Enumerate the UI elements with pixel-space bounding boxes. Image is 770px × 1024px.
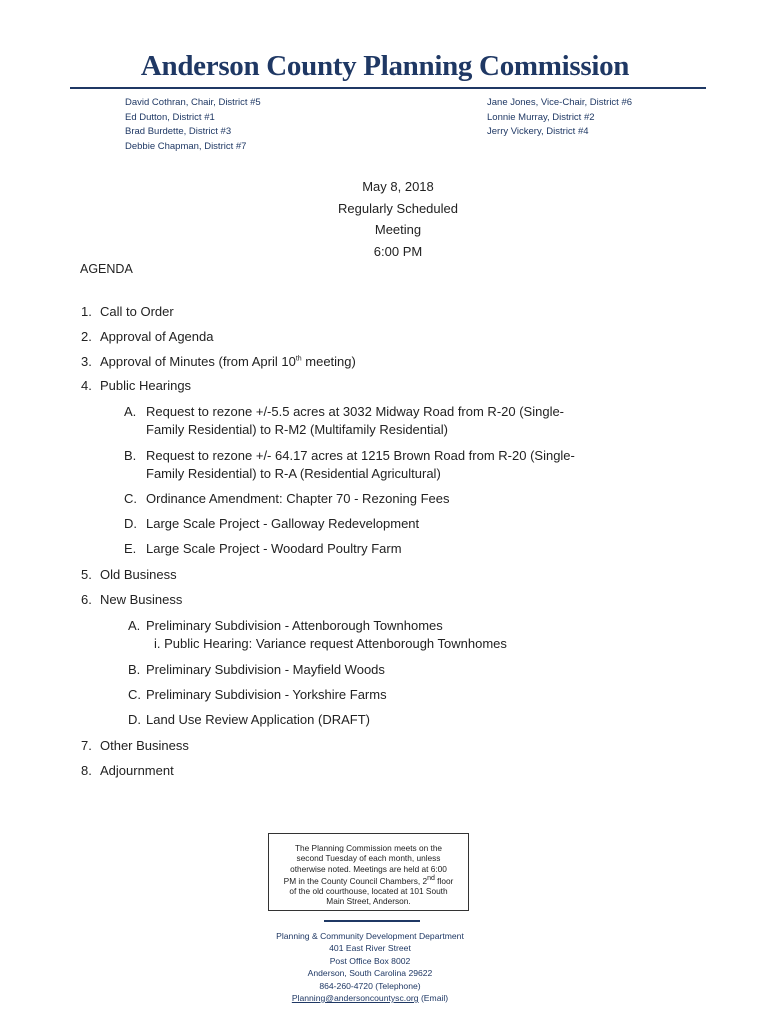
agenda-item-number: 7. [81,738,92,753]
minutes-text-end: meeting) [301,354,356,369]
phone-number: 864-260-4720 (Telephone) [319,980,421,991]
agenda-item-number: 5. [81,567,92,582]
agenda-item-number: 2. [81,329,92,344]
agenda-item-text [100,354,356,369]
minutes-text: Approval of Minutes (from April 10 [100,354,296,369]
ordinal-suffix: nd [427,874,435,882]
notice-line: second Tuesday of each month, unless [296,853,441,864]
sub-item-letter: C. [128,687,141,702]
email-label: (Email) [418,993,449,1004]
meeting-info [0,176,770,262]
sub-item-letter: B. [124,448,137,463]
page-title: Anderson County Planning Commission [140,50,630,82]
meeting-date: May 8, 2018 [362,179,434,194]
agenda-item-number: 4. [81,378,92,393]
sub-item-text: Preliminary Subdivision - Attenborough Townhomes [146,618,443,633]
notice-line: of the old courthouse, located at 101 South [289,885,448,896]
po-box: Post Office Box 8002 [329,955,411,966]
member-name: Lonnie Murray, District #2 [487,111,595,123]
members-right-list [487,96,632,140]
sub-item-letter: C. [124,491,137,506]
sub-item-text: Request to rezone +/- 64.17 acres at 1215 Brown Road from R-20 (Single- [146,448,575,463]
meeting-type-continued: Meeting [374,222,422,237]
department-name: Planning & Community Development Department [276,931,464,941]
notice-line: Main Street, Anderson. [326,896,411,907]
member-name: Jerry Vickery, District #4 [487,126,589,137]
sub-item-text-continued: Family Residential) to R-A (Residential Agricultural) [146,466,441,481]
sub-item-letter: B. [128,662,141,677]
sub-item-letter: D. [124,516,137,531]
sub-item-text: Land Use Review Application (DRAFT) [146,712,370,727]
sub-item-text: Large Scale Project - Woodard Poultry Farm [146,541,402,556]
meeting-type: Regularly Scheduled [338,200,458,216]
footer-contact [0,930,740,1004]
ordinal-suffix: th [295,355,302,363]
sub-sub-item-text: i. Public Hearing: Variance request Attenborough Townhomes [154,636,507,651]
sub-item-text: Large Scale Project - Galloway Redevelopment [146,516,420,531]
sub-item-letter: E. [124,541,137,556]
notice-line [275,874,462,886]
footer-divider [324,920,420,922]
email-link[interactable]: Planning@andersoncountysc.org [291,993,419,1004]
agenda-item-number: 3. [81,354,92,369]
notice-text: PM in the County Council Chambers, 2 [283,875,428,886]
sub-item-letter: A. [124,404,137,419]
sub-item-text-continued: Family Residential) to R-M2 (Multifamily Residential) [146,422,448,437]
meeting-time: 6:00 PM [373,243,423,259]
notice-line: The Planning Commission meets on the [294,843,443,853]
agenda-item-text: Old Business [100,567,177,582]
agenda-item-number: 8. [81,763,92,778]
sub-item-letter: D. [128,712,141,727]
title-divider [70,87,706,89]
agenda-item-text: Public Hearings [100,378,192,393]
sub-item-text: Request to rezone +/-5.5 acres at 3032 Midway Road from R-20 (Single- [146,404,565,419]
agenda-item-number: 1. [81,304,92,319]
agenda-item-text: Adjournment [100,763,174,778]
member-name: Ed Dutton, District #1 [125,111,215,123]
notice-text-end: floor [434,875,454,886]
notice-line: otherwise noted. Meetings are held at 6:00 [290,863,447,874]
sub-item-text: Preliminary Subdivision - Mayfield Woods [146,662,385,677]
agenda-item-text: Other Business [100,738,189,753]
email-line [0,992,740,1004]
meeting-notice-box [268,833,469,911]
sub-item-text: Preliminary Subdivision - Yorkshire Farms [146,687,387,702]
members-left-list [125,96,261,154]
member-name: David Cothran, Chair, District #5 [125,97,261,108]
street-address: 401 East River Street [329,943,411,954]
sub-item-text: Ordinance Amendment: Chapter 70 - Rezoning Fees [146,491,450,506]
member-name: Jane Jones, Vice-Chair, District #6 [487,97,633,108]
agenda-item-number: 6. [81,592,92,607]
sub-item-letter: A. [128,618,141,633]
member-name: Brad Burdette, District #3 [125,126,232,137]
agenda-item-text: Call to Order [100,304,174,319]
member-name: Debbie Chapman, District #7 [125,140,247,152]
agenda-item-text: Approval of Agenda [100,329,214,344]
agenda-item-text: New Business [100,592,183,607]
city-state-zip: Anderson, South Carolina 29622 [307,968,433,979]
agenda-heading: AGENDA [80,262,133,276]
